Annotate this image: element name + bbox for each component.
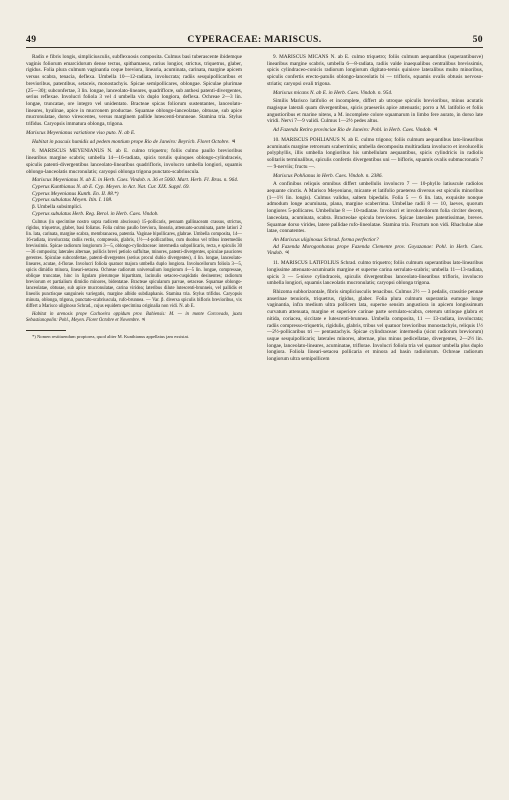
species-heading: 9. MARISCUS MICANS N. ab E. culmo triquetro; foliis culmum aequantibus (superantibusve) linearibus margine scabris, umbella 6—8-radiata, radiis valde inaequalibus centralibus brevissimis, spicis cylindraceo-conicis radiorum longiorum digitato-ternis quinisve lateralibus multo minoribus, spiculis confertis erecto-patulis oblongo-lanceolatis bi — trifloris, squamis ovalis obtusis nervoso-striatis; caryopsi ovali trigona. bbox=[267, 54, 483, 87]
synonym: Cyperus Kunthianus N. ab E. Cyp. Meyen. in Act. Nat. Cur. XIX. Suppl. 69. bbox=[32, 183, 190, 190]
description-paragraph: Rhizoma subhorizontale, fibris simpliciusculis tenacibus. Culmus 2½ — 3 pedalis, crassitie pennae anserinae tenuioris, triquetrus, rigidus, glaber. Folia plura culmum superantia eumque longe vaginantia, infra medium ultra pollicem lata, superne sensim angustiora in apicem longissimum curvatum attenuata, margine et superiore carinae parte serrulato-scabra, ceterum utrinque glabra et nitida, coriacea, siccitate e lutescenti-brunnea. Umbella composita, 11 — 13-radiata, involucrata; radiis compresso-triquetris, rigidulis, glabris, tribus vel quatuor brevioribus monostachyis, reliquis 1½—2½-pollicaribus tri — pentastachyis. Spicae cylindraceae: intermedia (sicut radiorum breviorum) usque sesquipollicaris; laterales minores, alternae, plus minus pedicellatae, divergentes, 2—2½ lin. longae, lanceolato-lineares, acuminatae, triflorae. Involucri foliola tria vel quatuor umbella plus duplo longiora. Foliola lineari-setacea pollicaria et minora ad basin radiolorum. Ochreae radiorum longiorum ultra semipollicem bbox=[267, 289, 483, 363]
query-note: An Mariscus uliginosus Schrad. forma perfectior? bbox=[273, 236, 379, 243]
description-paragraph: A confinibus reliquis omnibus differt umbellulis involucro 7 — 10-phyllo latiuscule radiolos aequante cinctis. A Marisco Meyeniano, micante et latifolio praeterea diversus est spiculis minoribus (1—1½ lin. longis). Culmus validus, saltem bipedalis. Folia 5 — 6 lin. lata, exquisite nonque admodum longe acuminata, plana, margine scaberrima. Umbellae radii 8 — 10, laeves, quorum longiores 5-pollicares. Umbellulae 8 — 10-radiatae. Involucri et involucellorum folia circiter decem, lanceolata, acuminata, scabra. Bracteolae spicula breviores. Spicae laterales patentissimae, breves. Squamae dorso virides, latere pallidae rufo-lineolatae. Stamina tria. Fructum non vidi. Rhachulae alae latae, connatentes. bbox=[267, 181, 483, 235]
page-header bbox=[26, 34, 483, 48]
page-number-left: 49 bbox=[26, 34, 37, 45]
synonym: Mariscus Meyenianus N. ab E. in Herb. Caes. Vindob. n. 36 et 5060. Mart. Herb. Fl. Bras. n. 964. bbox=[32, 177, 239, 184]
habitat-note: Habitat in arenosis prope Cachoeira oppidum prov. Bahiensis: M. — in monte Corcovado, juxta Sebastianopolin: Pohl., Meyen. Floret Octobre et Novembre. ♃ bbox=[26, 311, 242, 323]
species-heading: 10. MARISCUS POHLIANUS N. ab E. culmo trigono; foliis culmum aequantibus lato-linearibus acuminatis margine retrorsum scaberrimis; umbella decomposita multiradiata involucro et involucellis polyphyllis, illis umbella longioribus his umbellulam aequantibus, spicis cylindricis in radiolis solitariis terminalibus, spiculis confertis divergentibus uni — bifloris, squamis ovalis submucronatis 7 — 9-nerviis; fructu —. bbox=[267, 136, 483, 170]
habitat-note: Habitat in pascuis humidis ad pedem montium prope Rio de Janeiro: Beyrich. Floret Octobre. ♃ bbox=[32, 138, 236, 145]
author-note: Mariscus Meyenianus variatione viso puto. N. ab E. bbox=[26, 129, 136, 136]
running-title: CYPERACEAE: MARISCUS. bbox=[187, 34, 322, 45]
left-column bbox=[26, 54, 242, 339]
right-column bbox=[267, 54, 483, 363]
variety-note: β. Umbella subsimplici. bbox=[32, 204, 83, 211]
description-paragraph: Culmus (in specimine nostro supra radicem abscissus) 15-pollicaris, pennam gallinaceam crassus, strictus, rigidus, triquetrus, glaber, basi foliatus. Folia culmo paullo breviora, linearia, attenuato-acuminata, parte latiori 2 lin. lata, carinata, margine scabra, membranacea, patentia. Vaginae bipollicares, glabrae. Umbella composita, 14—16-radiata, involucrata; radiis rectis, compressis, glabris, 1½—4-pollicaribus, cum duobus vel tribus intermediis brevissimis. Spicae radiorum longiorum 3—5, oblongo-cylindraceae: intermedia subpollicaris, recta, e spiculis 30—36 composita; laterales alternae, pollicis brevi petiolo suffultae, minores, patenti-divergentes, spiculae pauciores gerentes. Spiculae subconfertae, patenti-divergentes (serius procul dubio divergentes), 4 lin. longae, lanceolato-lineares, acutae, 4-florae. Involucri foliola quatuor majora umbella duplo longiora. Involucellorum foliola 3—5, spicis dimidio minora, lineari-setacea. Ochreae radiorum universalium longiorum 4—5 lin. longae, compressae, oblique truncatae, hinc in ligulam plerumque bipartitam, lacinulis setaceo-cuspidatis desinentes; radiorum breviorum et partialium dimidio minores, bidentatae. Bracteae spicularum parvae, setaceae. Squamae oblongo-lanceolatae, obtusae, sub apice mucronulatae, carina viridea; lateribus dilute lutescenti-brunneis, vel pallidis et lineolis punctisque sanguineis variegatis, margine albido subdiaphanis. Stamina tria. Stylus trifidus. Caryopsis minuta, oblonga, trigona, punctato-scabriuscula, rufo-brunnea. — Var. β. diversa spiculis bifloris brevioribus, vix differt a Marisco uliginoso Schrad., cujus equidem specimina originalia non vidi. N. ab E. bbox=[26, 219, 242, 309]
footnote: *) Nomen restituendum proptorea, quod aliter M. Kunthianus appellatus jam exsistat. bbox=[32, 333, 190, 339]
synonym: Cyperus subulatus Meyen. Itin. I. 108. bbox=[32, 197, 113, 204]
footnote-rule bbox=[26, 330, 66, 331]
habitat-note: Ad Fazenda Retiro provinciae Rio de Janeiro: Pohl. in Herb. Caes. Vindob. ♃ bbox=[273, 127, 438, 134]
description-paragraph: Radix e fibris longis, simpliciusculis, subflexuosis composita. Culmus basi tuberascente ibidemque vaginis foliorum emarcidorum dense tectus, spithamaeus, rarius longior, strictus, triquetrus, glaber, rigidus. Folia plura culmum vaginantia coque breviora, linearia, acuminata, carinata, margine apicem versus scabra, tenacia, deflexa. Umbella 10—12-radiata, involucrata; radiis sesquipollicaribus et brevioribus, patentibus, setaceis, monostachyis. Spicae semipollicares, oblongae. Spiculae plurimae (25—30); subconfertae, 3 lin. longae, lanceolato-lineares, quadrifloræ, sub anthesi patenti-divergentes, serius reflexae. Involucri foliola 3 vel 4 umbella vix duplo longiora, deflexa. Ochreae 2—3 lin. longae, truncatae, ore integro vel unidentato. Bracteae spicas foliorum sustentantes, lanceolato-lineares, hyalinae, apice in mucronem productae. Squamae oblongo-lanceolatae, obtusae, sub apice mucronulatae, dorso virescentes, versus marginem pallide lutescenti-brunneae. Stamina tria. Stylus trifidus. Caryopsis immatura oblonga, trigona. bbox=[26, 54, 242, 128]
species-heading: 8. MARISCUS MEYENIANUS N. ab E. culmo triquetro; foliis culmo paullo brevioribus linearibus margine scabris; umbella 14—16-radiata, spicis torulis quinques oblongo-cylindraceis, spiculis patenti-divergentibus lanceolato-linearibus quadrifloris, involucro umbella longiori, squamis oblongo-lanceolatis mucronulatis; caryopsi oblonga trigona punctato-scabriuscula. bbox=[26, 148, 242, 175]
synonym: Mariscus Pohlianus in Herb. Caes. Vindob. n. 2386. bbox=[273, 172, 383, 179]
synonym: Cyperus Meyenianus Kunth. En. II. 88.*) bbox=[32, 190, 119, 197]
description-paragraph: Similis Marisco latifolio et incomplete, differt ab utroque spiculis brevioribus, minus acutatis magisque laterali quam divergentibus, spicis praeseriis apice attenuatis; porro a M. latifolio et foliis angustioribus et marine nitens, a M. incomplete colore squamarum in limbo fere aurato, in dorso late viridi. Nervi 7—9 validi. Culmus 1—2½ pedes altus. bbox=[267, 98, 483, 125]
page-number-right: 50 bbox=[472, 34, 483, 45]
habitat-note: Ad Fazenda Morogonhanus prope Fazenda Clemente prov. Goyazanae: Pohl. in Herb. Caes. Vindob. ♃ bbox=[267, 243, 483, 257]
synonym: Cyperus subulatus Herb. Reg. Berol. in Herb. Caes. Vindob. bbox=[32, 210, 159, 217]
synonym: Mariscus micans N. ab E. in Herb. Caes. Vindob. n. 954. bbox=[273, 89, 393, 96]
species-heading: 11. MARISCUS LATIFOLIUS Schrad. culmo triquetro; foliis culmum superantibus lato-linearibus longissime attenuato-acuminatis margine et superne carina serrulato-scabris; umbella 11—13-radiata, spicis 3 — 5-nisve cylindraceis, spiculis divergentibus lanceolato-linearibus trifloris, involucro umbella longiori, squamis lanceolatis mucronulatis; caryopsi oblonga trigona. bbox=[267, 260, 483, 287]
